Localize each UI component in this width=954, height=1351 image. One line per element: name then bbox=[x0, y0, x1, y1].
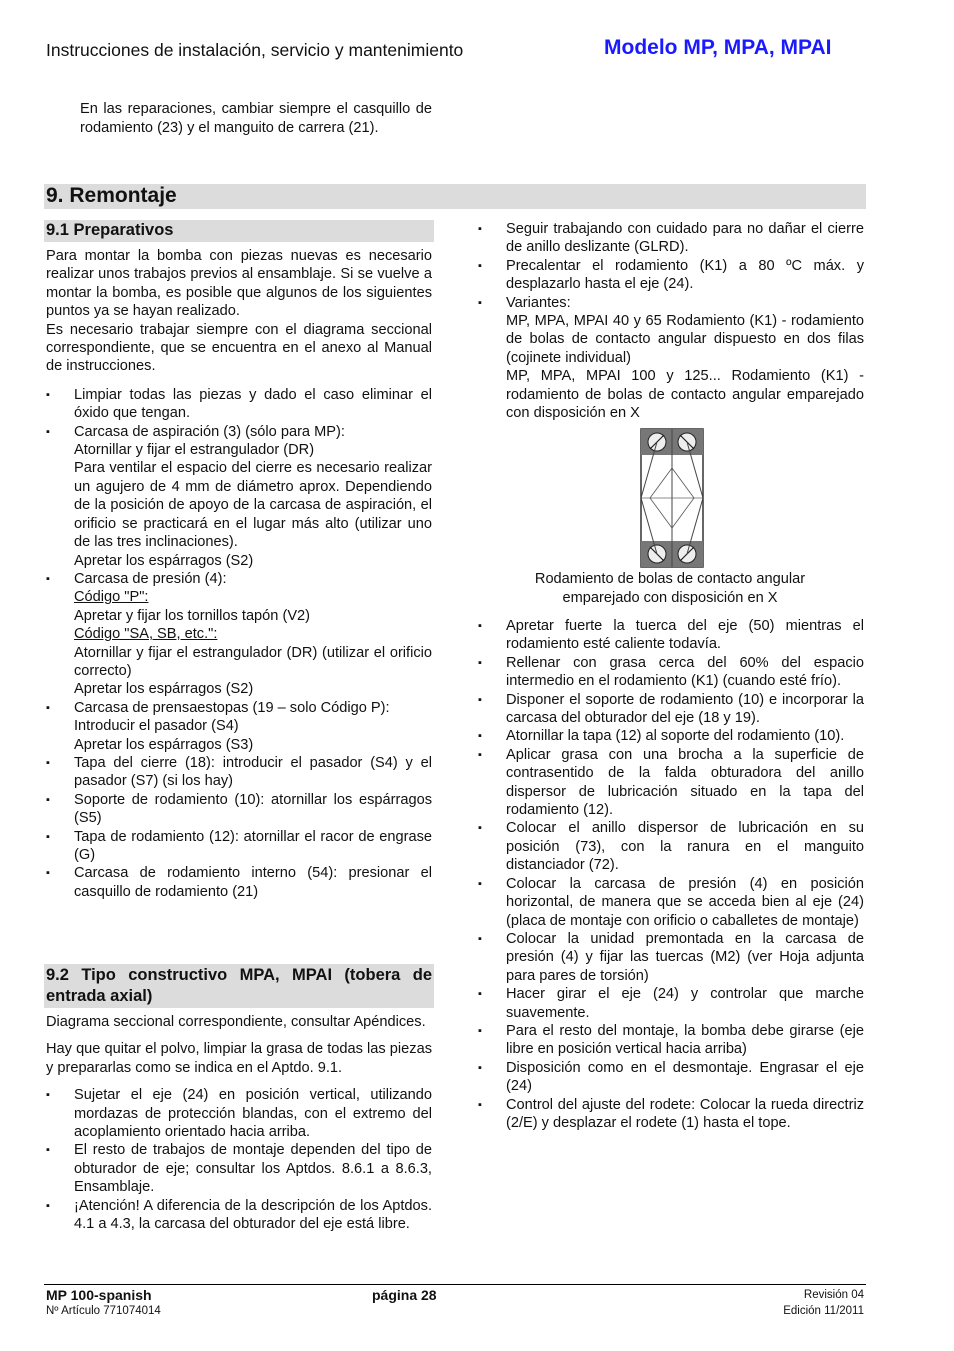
list-text: Rellenar con grasa cerca del 60% del espacio intermedio en el rodamiento (K1) (cuando esté frío). bbox=[506, 654, 864, 690]
footer-doc-id: MP 100-spanish bbox=[46, 1287, 152, 1303]
list-item bbox=[46, 1141, 432, 1196]
list-item bbox=[478, 294, 864, 423]
list-item bbox=[46, 570, 432, 699]
list-text: Disposición como en el desmontaje. Engrasar el eje (24) bbox=[506, 1059, 864, 1095]
list-text: ▪ Carcasa de aspiración (3) (sólo para MP): bbox=[74, 423, 345, 440]
list-text: Seguir trabajando con cuidado para no dañar el cierre de anillo deslizante (GLRD). bbox=[506, 221, 864, 256]
list-text: Soporte de rodamiento (10): atornillar los espárragos (S5) bbox=[74, 791, 432, 827]
list-text: Aplicar grasa con una brocha a la superficie de contrasentido de la falda obturadora del anillo dispersor de lubricación situado en la tapa del rodamiento (12). bbox=[506, 746, 864, 819]
list-item bbox=[478, 220, 864, 257]
list-text: Apretar fuerte la tuerca del eje (50) mientras el rodamiento esté caliente todavía. bbox=[506, 618, 864, 653]
list-item bbox=[46, 386, 432, 423]
intro-paragraph: En las reparaciones, cambiar siempre el casquillo de rodamiento (23) y el manguito de carrera (21). bbox=[80, 101, 432, 136]
code-label: Código "P": bbox=[74, 589, 149, 606]
list-text: Limpiar todas las piezas y dado el caso eliminar el óxido que tengan. bbox=[74, 386, 432, 422]
list-item bbox=[46, 1197, 432, 1234]
diagram-caption: Rodamiento de bolas de contacto angular emparejado con disposición en X bbox=[534, 571, 806, 606]
subsection-title-9-1: 9.1 Preparativos bbox=[46, 221, 174, 239]
list-text: Introducir el pasador (S4) bbox=[74, 718, 239, 735]
spacer bbox=[46, 1077, 432, 1086]
list-item bbox=[46, 864, 432, 901]
list-item bbox=[46, 699, 432, 754]
paragraph: Es necesario trabajar siempre con el diagrama seccional correspondiente, que se encuentra en el anexo al Manual de instrucciones. bbox=[46, 321, 432, 375]
right-column-bottom bbox=[478, 617, 864, 1132]
left-column-preparations bbox=[46, 247, 432, 901]
list-text: Para ventilar el espacio del cierre es necesario realizar un agujero de 4 mm de diámetro aprox. Dependiendo de la posición de apoyo de la carcasa de aspiración, el orificio se practicará en el lugar más alto (utilizar uno de las tres inclinaciones). bbox=[74, 460, 432, 551]
list-text: Disponer el soporte de rodamiento (10) e incorporar la carcasa del obturador del eje (18 y 19). bbox=[506, 691, 864, 727]
footer-divider bbox=[44, 1284, 866, 1285]
document-title: Instrucciones de instalación, servicio y mantenimiento bbox=[46, 40, 464, 60]
list-item bbox=[478, 1059, 864, 1096]
list-text: ¡Atención! A diferencia de la descripción de los Aptdos. 4.1 a 4.3, la carcasa del obturador del eje está libre. bbox=[74, 1197, 432, 1233]
list-item bbox=[478, 1022, 864, 1059]
list-item bbox=[478, 819, 864, 874]
footer-edition: Edición 11/2011 bbox=[783, 1305, 864, 1317]
list-text: Atornillar la tapa (12) al soporte del rodamiento (10). bbox=[506, 728, 845, 745]
model-title: Modelo MP, MPA, MPAI bbox=[604, 36, 832, 59]
axial-list bbox=[46, 1086, 432, 1233]
paragraph: Hay que quitar el polvo, limpiar la grasa de todas las piezas y prepararlas como se indica en el Aptdo. 9.1. bbox=[46, 1041, 432, 1076]
footer-revision: Revisión 04 bbox=[803, 1289, 864, 1301]
list-text: ▪ Variantes: bbox=[506, 294, 571, 311]
list-text: ▪ Carcasa de prensaestopas (19 – solo Código P): bbox=[74, 699, 390, 716]
list-text: Apretar y fijar los tornillos tapón (V2) bbox=[74, 607, 311, 624]
list-text: Precalentar el rodamiento (K1) a 80 ºC máx. y desplazarlo hasta el eje (24). bbox=[506, 257, 864, 293]
list-item bbox=[478, 257, 864, 294]
left-column-axial bbox=[46, 1013, 432, 1233]
assembly-list-top bbox=[478, 220, 864, 422]
spacer bbox=[46, 1031, 432, 1040]
list-item bbox=[46, 791, 432, 828]
bearing-diagram bbox=[640, 428, 704, 568]
list-item bbox=[478, 691, 864, 728]
list-item bbox=[478, 985, 864, 1022]
spacer bbox=[46, 376, 432, 386]
list-text: ▪ Carcasa de presión (4): bbox=[74, 570, 227, 587]
subsection-title-9-2: 9.2 Tipo constructivo MPA, MPAI (tobera de entrada axial) bbox=[46, 966, 432, 1005]
list-text: Atornillar y fijar el estrangulador (DR) bbox=[74, 442, 315, 459]
list-item bbox=[46, 828, 432, 865]
list-text: Tapa de rodamiento (12): atornillar el racor de engrase (G) bbox=[74, 828, 432, 863]
list-text: El resto de trabajos de montaje dependen del tipo de obturador de eje; consultar los Aptdos. 8.6.1 a 8.6.3, Ensamblaje. bbox=[74, 1142, 432, 1196]
list-text: Sujetar el eje (24) en posición vertical, utilizando mordazas de protección blandas, con el extremo del acoplamiento orientado hacia arriba. bbox=[74, 1087, 432, 1141]
list-text: Atornillar y fijar el estrangulador (DR) (utilizar el orificio correcto) bbox=[74, 644, 432, 679]
list-item bbox=[478, 617, 864, 654]
preparation-list bbox=[46, 386, 432, 901]
list-text: Apretar los espárragos (S2) bbox=[74, 681, 254, 698]
list-text: Apretar los espárragos (S3) bbox=[74, 736, 254, 753]
list-item bbox=[478, 727, 864, 745]
list-text: MP, MPA, MPAI 40 y 65 Rodamiento (K1) - rodamiento de bolas de contacto angular dispuesto en dos filas (cojinete individual) bbox=[506, 313, 864, 366]
list-text: Apretar los espárragos (S2) bbox=[74, 552, 254, 569]
list-text: Para el resto del montaje, la bomba debe girarse (eje libre en posición vertical hacia arriba) bbox=[506, 1022, 864, 1058]
list-text: Tapa del cierre (18): introducir el pasador (S4) y el pasador (S7) (si los hay) bbox=[74, 754, 432, 790]
list-item bbox=[478, 875, 864, 930]
list-text: Hacer girar el eje (24) y controlar que marche suavemente. bbox=[506, 986, 864, 1021]
list-text: Colocar la unidad premontada en la carcasa de presión (4) y fijar las tuercas (M2) (ver Hoja adjunta para pares de torsión) bbox=[506, 930, 864, 984]
paragraph: Para montar la bomba con piezas nuevas es necesario realizar unos trabajos previos al ensamblaje. Si se vuelve a montar la bomba, es posible que algunos de los siguientes puntos ya se hayan realizado. bbox=[46, 248, 432, 320]
list-text: Control del ajuste del rodete: Colocar la rueda directriz (2/E) y desplazar el rodete (1) hasta el tope. bbox=[506, 1096, 864, 1131]
section-title: 9. Remontaje bbox=[46, 184, 177, 207]
assembly-list-bottom bbox=[478, 617, 864, 1132]
list-item bbox=[46, 1086, 432, 1141]
paragraph: Diagrama seccional correspondiente, consultar Apéndices. bbox=[46, 1014, 426, 1030]
list-item bbox=[46, 754, 432, 791]
footer-article-number: Nº Artículo 771074014 bbox=[46, 1305, 161, 1317]
list-item bbox=[478, 930, 864, 985]
list-item bbox=[478, 1096, 864, 1133]
list-text: Colocar el anillo dispersor de lubricación en su posición (73), con la ranura en el manguito distanciador (72). bbox=[506, 820, 864, 874]
list-item bbox=[46, 423, 432, 570]
list-text: Carcasa de rodamiento interno (54): presionar el casquillo de rodamiento (21) bbox=[74, 865, 432, 900]
list-item bbox=[478, 654, 864, 691]
code-label: Código "SA, SB, etc.": bbox=[74, 626, 218, 643]
footer-page-number: página 28 bbox=[372, 1287, 437, 1303]
list-text: MP, MPA, MPAI 100 y 125... Rodamiento (K1) - rodamiento de bolas de contacto angular emparejado con disposición en X bbox=[506, 368, 864, 422]
list-text: Colocar la carcasa de presión (4) en posición horizontal, de manera que se acceda bien al eje (24) (placa de montaje con orificio o caballetes de montaje) bbox=[506, 875, 864, 929]
right-column-top bbox=[478, 220, 864, 422]
list-item bbox=[478, 746, 864, 820]
